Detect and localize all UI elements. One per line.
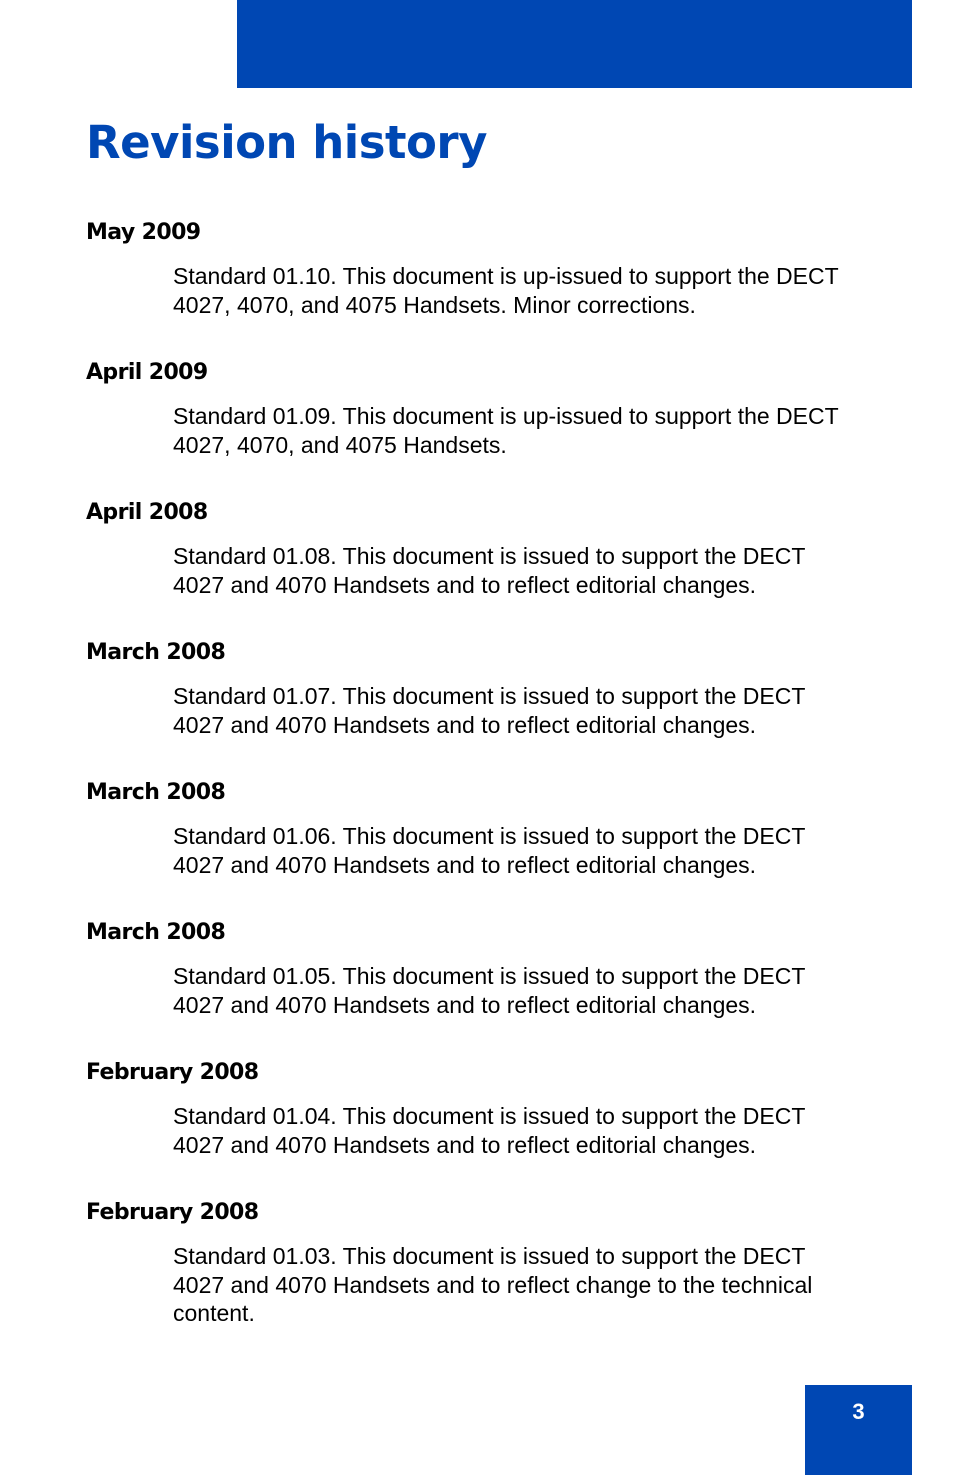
revision-date: April 2008 — [86, 500, 208, 525]
revision-description: Standard 01.09. This document is up-issued to support the DECT 4027, 4070, and 4075 Handsets. — [173, 403, 839, 458]
revision-entry — [0, 638, 954, 778]
page-number: 3 — [852, 1399, 865, 1424]
header-color-band — [237, 0, 912, 88]
revision-entry — [0, 778, 954, 918]
revision-description: Standard 01.05. This document is issued to support the DECT 4027 and 4070 Handsets and to reflect editorial changes. — [173, 963, 806, 1018]
page-title: Revision history — [86, 116, 487, 169]
revision-date: March 2008 — [86, 780, 226, 805]
revision-list — [0, 218, 954, 1338]
revision-description: Standard 01.08. This document is issued to support the DECT 4027 and 4070 Handsets and to reflect editorial changes. — [173, 543, 806, 598]
revision-entry — [0, 918, 954, 1058]
revision-date: February 2008 — [86, 1200, 259, 1225]
revision-description: Standard 01.07. This document is issued to support the DECT 4027 and 4070 Handsets and to reflect editorial changes. — [173, 683, 806, 738]
revision-entry — [0, 498, 954, 638]
revision-date: March 2008 — [86, 640, 226, 665]
revision-entry — [0, 1198, 954, 1338]
revision-description: Standard 01.03. This document is issued to support the DECT 4027 and 4070 Handsets and to reflect change to the technical content. — [173, 1243, 813, 1326]
revision-entry — [0, 218, 954, 358]
revision-date: February 2008 — [86, 1060, 259, 1085]
revision-date: May 2009 — [86, 220, 201, 245]
revision-date: April 2009 — [86, 360, 208, 385]
revision-description: Standard 01.04. This document is issued to support the DECT 4027 and 4070 Handsets and to reflect editorial changes. — [173, 1103, 806, 1158]
revision-description: Standard 01.06. This document is issued to support the DECT 4027 and 4070 Handsets and to reflect editorial changes. — [173, 823, 806, 878]
revision-description: Standard 01.10. This document is up-issued to support the DECT 4027, 4070, and 4075 Handsets. Minor corrections. — [173, 263, 839, 318]
page-number-box — [805, 1385, 912, 1475]
revision-entry — [0, 358, 954, 498]
revision-entry — [0, 1058, 954, 1198]
revision-date: March 2008 — [86, 920, 226, 945]
